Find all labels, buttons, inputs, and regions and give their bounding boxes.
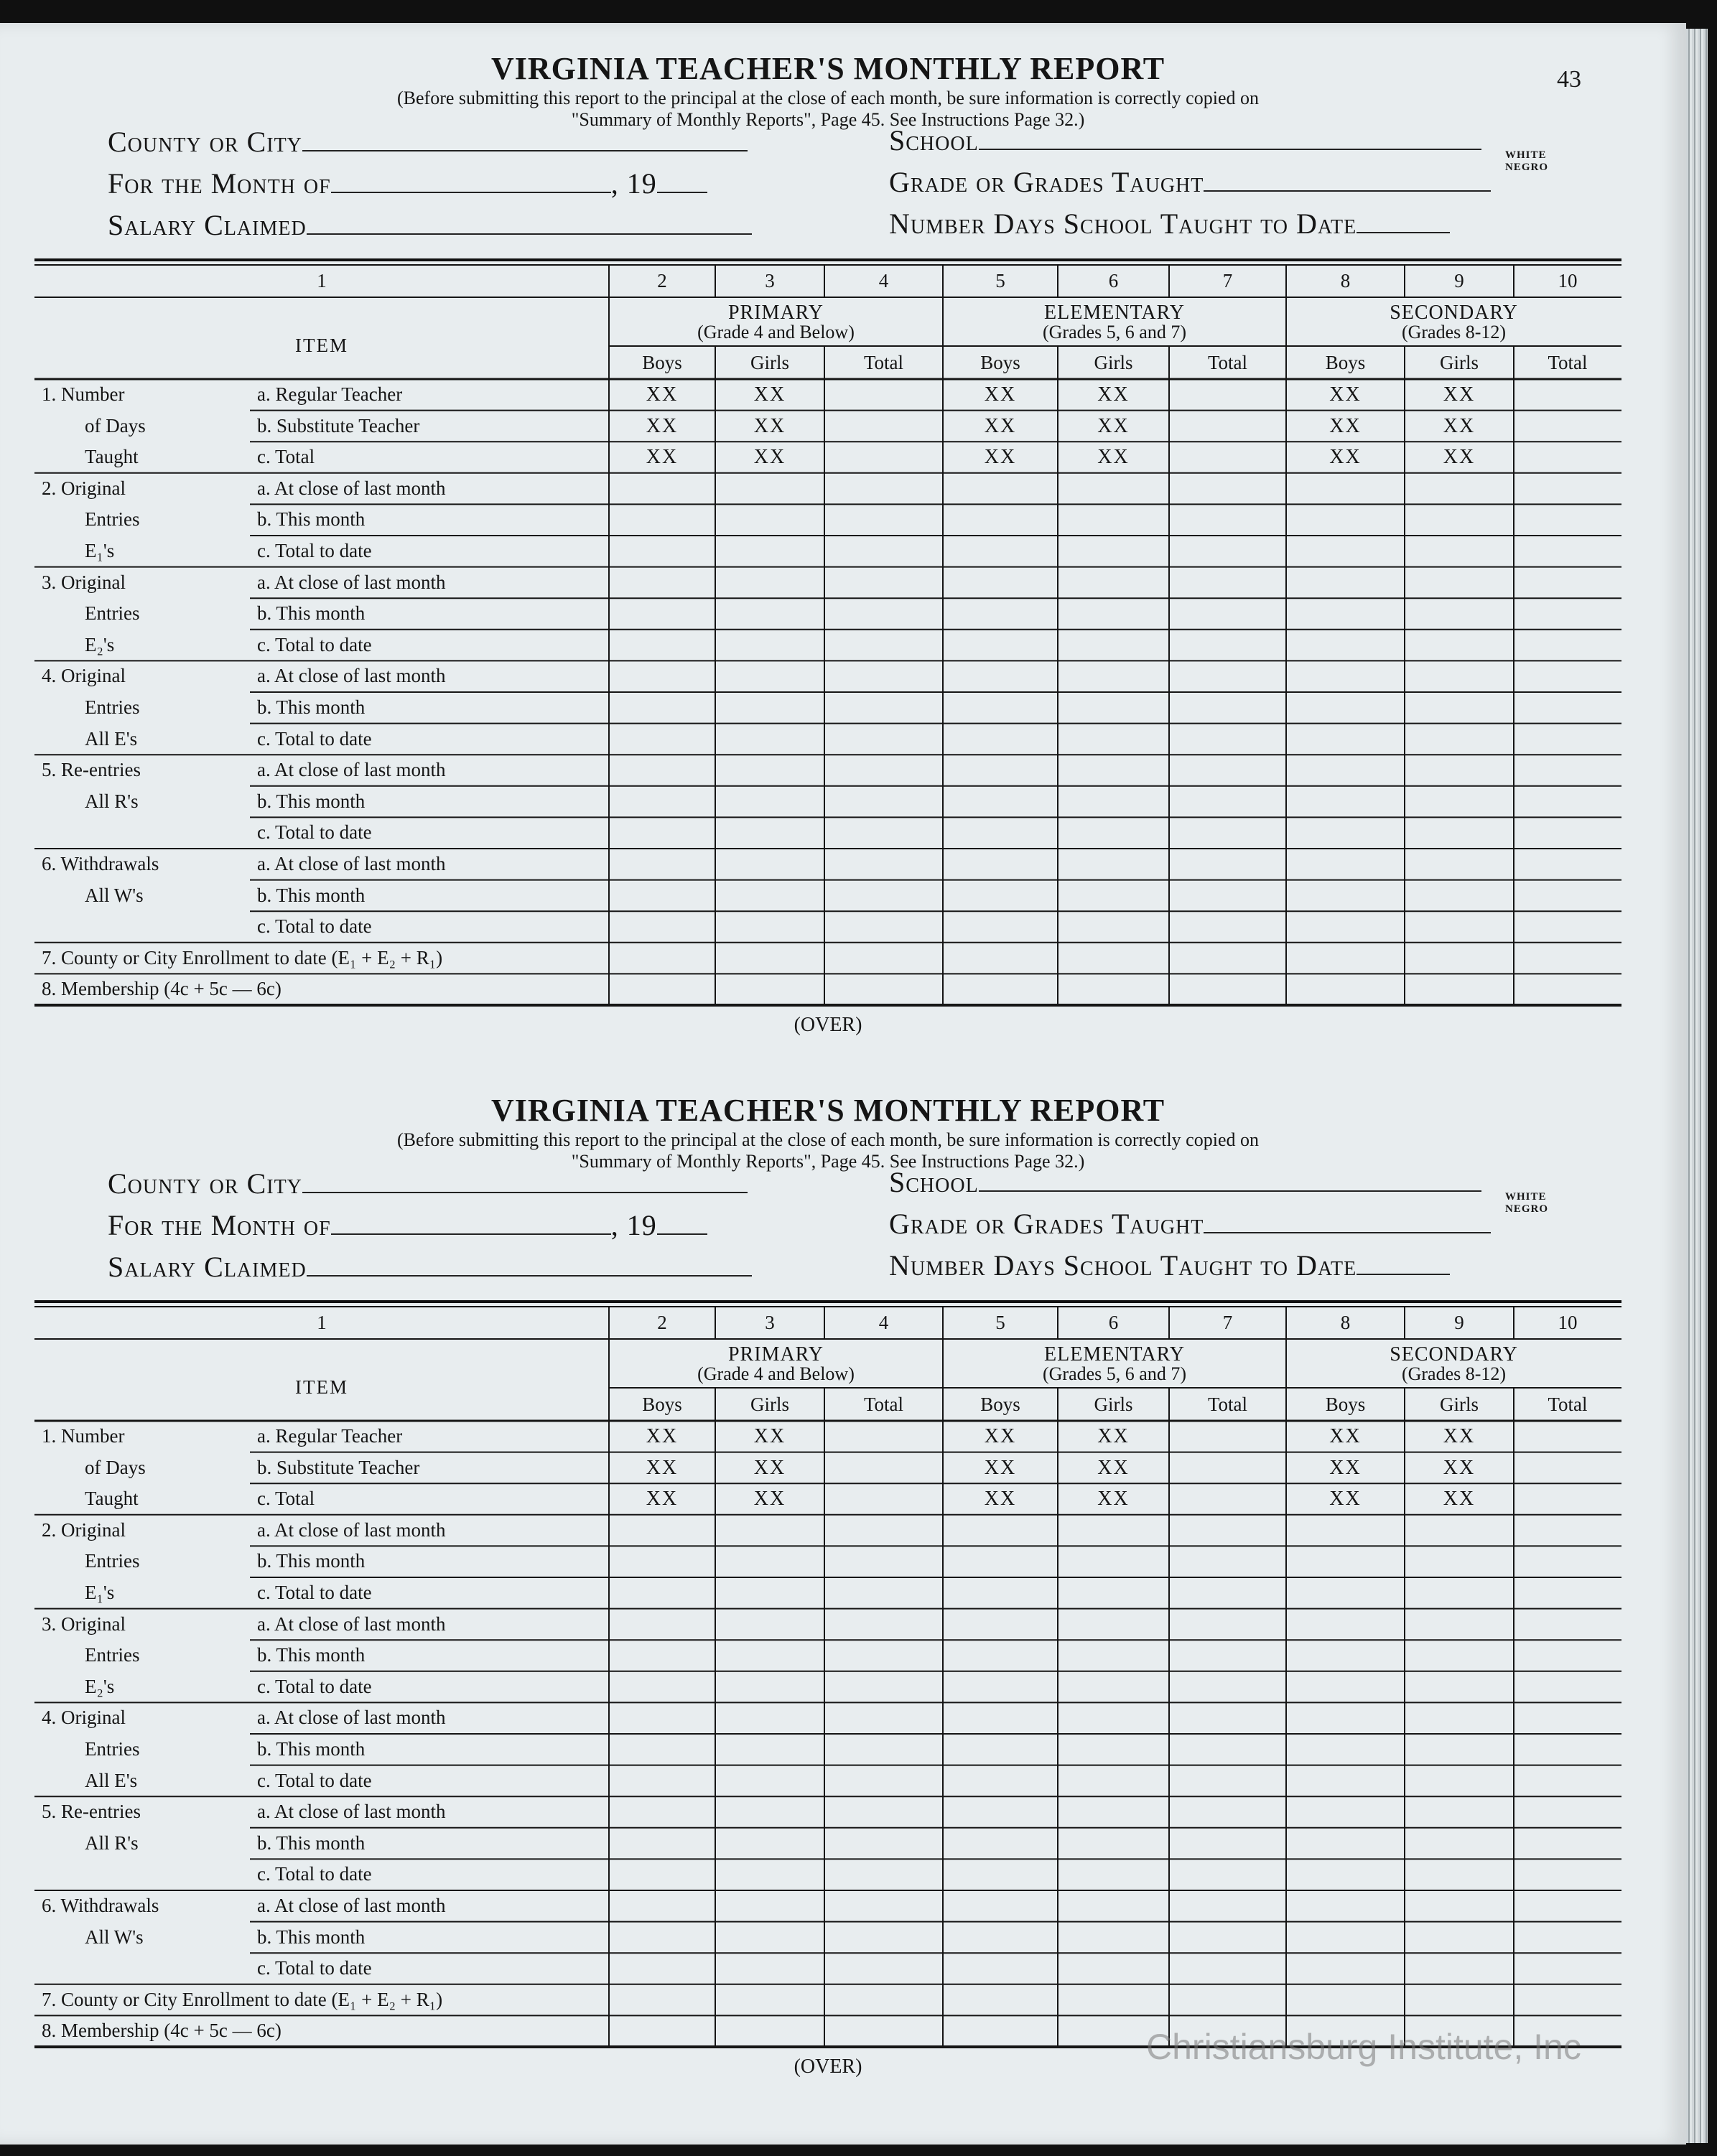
- row-section-label: 2. Original: [42, 1518, 126, 1541]
- column-number: 3: [765, 1312, 775, 1333]
- column-number: 7: [1222, 1312, 1233, 1333]
- row-item-label: a. At close of last month: [257, 665, 446, 687]
- row-section-label: E₂'s: [85, 633, 115, 655]
- row-item-label: c. Total: [257, 1488, 315, 1510]
- xx-marker: XX: [646, 414, 679, 437]
- row-item-label: b. This month: [257, 1738, 366, 1760]
- county-or-city-field-label: County or City: [108, 1167, 302, 1200]
- sub-column-header: Total: [863, 1394, 904, 1415]
- xx-marker: XX: [1097, 1456, 1130, 1479]
- row-section-label: 2. Original: [42, 477, 126, 499]
- sub-column-header: Girls: [1440, 352, 1479, 373]
- xx-marker: XX: [984, 446, 1017, 469]
- group-header: SECONDARY: [1390, 302, 1518, 324]
- xx-marker: XX: [1329, 1456, 1362, 1479]
- row-item-label: b. This month: [257, 1926, 366, 1948]
- xx-marker: XX: [646, 383, 679, 406]
- sub-column-header: Total: [1548, 352, 1588, 373]
- row-section-label: 3. Original: [42, 571, 126, 593]
- instruction-line: "Summary of Monthly Reports", Page 45. See Instructions Page 32.): [571, 1151, 1085, 1172]
- row-membership: 8. Membership (4c + 5c — 6c): [42, 978, 281, 1000]
- sub-column-header: Girls: [1440, 1394, 1479, 1415]
- sub-column-header: Boys: [980, 352, 1020, 373]
- row-item-label: c. Total to date: [257, 1582, 372, 1603]
- instruction-line: (Before submitting this report to the principal at the close of each month, be sure information is correctly copied on: [397, 88, 1259, 108]
- group-subheader: (Grades 8-12): [1401, 1363, 1507, 1384]
- row-item-label: b. This month: [257, 790, 366, 812]
- xx-marker: XX: [646, 1456, 679, 1479]
- year-prefix: , 19: [610, 167, 657, 200]
- row-section-label: E₁'s: [85, 540, 115, 561]
- row-section-label: All W's: [85, 884, 144, 906]
- salary-claimed-field-label: Salary Claimed: [108, 1251, 307, 1283]
- row-section-label: Entries: [85, 1550, 140, 1572]
- xx-marker: XX: [753, 1456, 786, 1479]
- xx-marker: XX: [984, 1456, 1017, 1479]
- item-header: ITEM: [295, 335, 348, 356]
- row-section-label: 5. Re-entries: [42, 1801, 141, 1823]
- sub-column-header: Total: [863, 352, 904, 373]
- xx-marker: XX: [1329, 446, 1362, 469]
- row-section-label: 3. Original: [42, 1613, 126, 1635]
- item-header: ITEM: [295, 1376, 348, 1398]
- group-header: PRIMARY: [727, 302, 824, 324]
- sub-column-header: Girls: [1094, 1394, 1133, 1415]
- column-number: 5: [995, 270, 1005, 291]
- row-section-label: Entries: [85, 1738, 140, 1760]
- xx-marker: XX: [1443, 383, 1476, 406]
- row-enrollment: 7. County or City Enrollment to date (E₁ + E₂ + R₁): [42, 1988, 443, 2010]
- row-item-label: c. Total: [257, 446, 315, 468]
- row-section-label: 4. Original: [42, 1707, 126, 1729]
- xx-marker: XX: [984, 414, 1017, 437]
- row-item-label: c. Total to date: [257, 821, 372, 844]
- row-item-label: c. Total to date: [257, 633, 372, 655]
- watermark: Christiansburg Institute, Inc: [1146, 2027, 1581, 2067]
- row-item-label: c. Total to date: [257, 540, 372, 561]
- column-number: 4: [878, 270, 889, 291]
- sub-column-header: Boys: [642, 1394, 682, 1415]
- row-section-label: All R's: [85, 1831, 139, 1854]
- xx-marker: XX: [1443, 1456, 1476, 1479]
- row-section-label: Entries: [85, 696, 140, 718]
- column-number: 10: [1558, 270, 1578, 291]
- xx-marker: XX: [646, 446, 679, 469]
- row-item-label: b. Substitute Teacher: [257, 1456, 420, 1478]
- xx-marker: XX: [1329, 1425, 1362, 1447]
- group-subheader: (Grades 5, 6 and 7): [1043, 322, 1186, 342]
- grades-taught-field-label: Grade or Grades Taught: [889, 1208, 1204, 1240]
- group-subheader: (Grade 4 and Below): [697, 322, 855, 342]
- row-section-label: Entries: [85, 1644, 140, 1666]
- race-white-label: WHITE: [1505, 1191, 1547, 1203]
- group-header: PRIMARY: [727, 1343, 824, 1366]
- xx-marker: XX: [753, 383, 786, 406]
- group-subheader: (Grades 5, 6 and 7): [1043, 1363, 1186, 1384]
- over-note: (OVER): [794, 1014, 862, 1036]
- row-section-label: 4. Original: [42, 665, 126, 687]
- column-number: 1: [317, 270, 327, 291]
- row-item-label: b. This month: [257, 1644, 366, 1666]
- sub-column-header: Total: [1548, 1394, 1588, 1415]
- xx-marker: XX: [753, 446, 786, 469]
- row-item-label: c. Total to date: [257, 1957, 372, 1979]
- xx-marker: XX: [1097, 414, 1130, 437]
- column-number: 5: [995, 1312, 1005, 1333]
- school-field-label: School: [889, 124, 979, 157]
- row-section-label: 1. Number: [42, 1425, 125, 1447]
- xx-marker: XX: [1443, 1425, 1476, 1447]
- xx-marker: XX: [1097, 383, 1130, 406]
- column-number: 10: [1558, 1312, 1578, 1333]
- row-item-label: b. This month: [257, 1550, 366, 1572]
- grades-taught-field-label: Grade or Grades Taught: [889, 166, 1204, 198]
- row-item-label: a. Regular Teacher: [257, 383, 403, 405]
- days-taught-field-label: Number Days School Taught to Date: [889, 1249, 1357, 1282]
- column-number: 8: [1340, 270, 1351, 291]
- salary-claimed-field-label: Salary Claimed: [108, 209, 307, 241]
- row-section-label: E₂'s: [85, 1675, 115, 1697]
- row-section-label: All E's: [85, 727, 138, 750]
- column-number: 2: [657, 1312, 667, 1333]
- school-field-label: School: [889, 1166, 979, 1198]
- row-item-label: a. At close of last month: [257, 477, 446, 499]
- row-section-label: 6. Withdrawals: [42, 853, 159, 874]
- xx-marker: XX: [1097, 1488, 1130, 1511]
- column-number: 4: [878, 1312, 889, 1333]
- xx-marker: XX: [1443, 1488, 1476, 1511]
- row-section-label: Taught: [85, 1488, 139, 1510]
- xx-marker: XX: [753, 1488, 786, 1511]
- sub-column-header: Total: [1207, 1394, 1248, 1415]
- xx-marker: XX: [984, 1425, 1017, 1447]
- column-number: 7: [1222, 270, 1233, 291]
- xx-marker: XX: [646, 1425, 679, 1447]
- sub-column-header: Boys: [1325, 1394, 1366, 1415]
- group-header: ELEMENTARY: [1044, 302, 1185, 324]
- column-number: 2: [657, 270, 667, 291]
- county-or-city-field-label: County or City: [108, 126, 302, 158]
- sub-column-header: Total: [1207, 352, 1248, 373]
- row-section-label: of Days: [85, 1456, 146, 1478]
- row-section-label: All E's: [85, 1769, 138, 1791]
- row-item-label: a. At close of last month: [257, 1613, 446, 1635]
- row-item-label: b. This month: [257, 696, 366, 718]
- book-page-edges: [1686, 29, 1708, 2143]
- row-section-label: Taught: [85, 446, 139, 468]
- column-number: 1: [317, 1312, 327, 1333]
- column-number: 8: [1340, 1312, 1351, 1333]
- report-title: VIRGINIA TEACHER'S MONTHLY REPORT: [490, 51, 1165, 86]
- row-section-label: 1. Number: [42, 383, 125, 405]
- sub-column-header: Girls: [750, 1394, 789, 1415]
- days-taught-field-label: Number Days School Taught to Date: [889, 207, 1357, 240]
- row-item-label: a. At close of last month: [257, 571, 446, 593]
- row-enrollment: 7. County or City Enrollment to date (E₁ + E₂ + R₁): [42, 946, 443, 969]
- row-section-label: E₁'s: [85, 1582, 115, 1603]
- row-item-label: b. Substitute Teacher: [257, 414, 420, 437]
- month-field-label: For the Month of: [108, 167, 331, 200]
- sub-column-header: Boys: [1325, 352, 1366, 373]
- xx-marker: XX: [753, 1425, 786, 1447]
- row-item-label: c. Total to date: [257, 1769, 372, 1791]
- row-item-label: b. This month: [257, 1831, 366, 1854]
- xx-marker: XX: [984, 383, 1017, 406]
- instruction-line: "Summary of Monthly Reports", Page 45. See Instructions Page 32.): [571, 109, 1085, 130]
- row-item-label: b. This month: [257, 884, 366, 906]
- row-item-label: a. At close of last month: [257, 1895, 446, 1916]
- column-number: 6: [1108, 1312, 1119, 1333]
- sub-column-header: Girls: [1094, 352, 1133, 373]
- group-header: SECONDARY: [1390, 1343, 1518, 1366]
- xx-marker: XX: [1443, 446, 1476, 469]
- month-field-label: For the Month of: [108, 1209, 331, 1241]
- row-section-label: All R's: [85, 790, 139, 812]
- group-subheader: (Grade 4 and Below): [697, 1363, 855, 1384]
- row-section-label: Entries: [85, 508, 140, 531]
- sub-column-header: Boys: [642, 352, 682, 373]
- row-section-label: 6. Withdrawals: [42, 1895, 159, 1916]
- xx-marker: XX: [1443, 414, 1476, 437]
- group-subheader: (Grades 8-12): [1401, 322, 1507, 342]
- column-number: 9: [1454, 1312, 1464, 1333]
- row-membership: 8. Membership (4c + 5c — 6c): [42, 2020, 281, 2042]
- row-section-label: of Days: [85, 414, 146, 437]
- row-section-label: Entries: [85, 602, 140, 625]
- report-title: VIRGINIA TEACHER'S MONTHLY REPORT: [490, 1093, 1165, 1128]
- race-negro-label: NEGRO: [1505, 162, 1549, 173]
- xx-marker: XX: [984, 1488, 1017, 1511]
- column-number: 6: [1108, 270, 1119, 291]
- row-item-label: a. At close of last month: [257, 853, 446, 874]
- row-item-label: a. At close of last month: [257, 1518, 446, 1541]
- xx-marker: XX: [1097, 1425, 1130, 1447]
- row-item-label: a. Regular Teacher: [257, 1425, 403, 1447]
- group-header: ELEMENTARY: [1044, 1343, 1185, 1366]
- race-negro-label: NEGRO: [1505, 1203, 1549, 1215]
- row-item-label: b. This month: [257, 602, 366, 625]
- row-section-label: All W's: [85, 1926, 144, 1948]
- column-number: 3: [765, 270, 775, 291]
- column-number: 9: [1454, 270, 1464, 291]
- row-item-label: c. Total to date: [257, 1863, 372, 1885]
- row-item-label: a. At close of last month: [257, 1801, 446, 1823]
- xx-marker: XX: [1097, 446, 1130, 469]
- race-white-label: WHITE: [1505, 149, 1547, 161]
- sub-column-header: Girls: [750, 352, 789, 373]
- xx-marker: XX: [1329, 1488, 1362, 1511]
- sub-column-header: Boys: [980, 1394, 1020, 1415]
- row-item-label: a. At close of last month: [257, 759, 446, 781]
- over-note: (OVER): [794, 2055, 862, 2078]
- row-item-label: b. This month: [257, 508, 366, 531]
- instruction-line: (Before submitting this report to the principal at the close of each month, be sure information is correctly copied on: [397, 1129, 1259, 1150]
- xx-marker: XX: [753, 414, 786, 437]
- xx-marker: XX: [646, 1488, 679, 1511]
- row-item-label: c. Total to date: [257, 727, 372, 750]
- row-item-label: c. Total to date: [257, 915, 372, 938]
- row-item-label: a. At close of last month: [257, 1707, 446, 1729]
- year-prefix: , 19: [610, 1209, 657, 1241]
- page-number: 43: [1557, 66, 1581, 93]
- xx-marker: XX: [1329, 414, 1362, 437]
- xx-marker: XX: [1329, 383, 1362, 406]
- row-item-label: c. Total to date: [257, 1675, 372, 1697]
- row-section-label: 5. Re-entries: [42, 759, 141, 781]
